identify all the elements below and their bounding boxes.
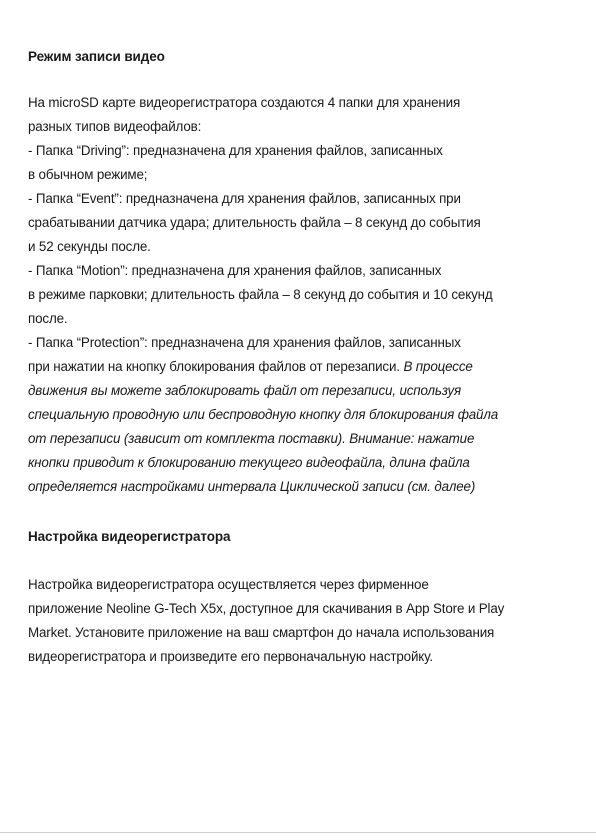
- paragraph-line-mixed: [28, 359, 473, 374]
- paragraph-line: видеорегистратора и произведите его первоначальную настройку.: [28, 649, 433, 664]
- italic-line: движения вы можете заблокировать файл от перезаписи, используя: [28, 383, 461, 398]
- plain-text: при нажатии на кнопку блокирования файлов от перезаписи.: [28, 359, 404, 374]
- italic-line: специальную проводную или беспроводную кнопку для блокирования файла: [28, 407, 499, 422]
- paragraph-line: приложение Neoline G-Tech X5x, доступное для скачивания в App Store и Play: [28, 601, 505, 616]
- paragraph-line: Market. Установите приложение на ваш смартфон до начала использования: [28, 625, 495, 640]
- italic-line: от перезаписи (зависит от комплекта поставки). Внимание: нажатие: [28, 431, 475, 446]
- paragraph-line: после.: [28, 311, 68, 326]
- italic-line: определяется настройками интервала Циклической записи (см. далее): [28, 479, 476, 494]
- list-item-motion: - Папка “Motion”: предназначена для хранения файлов, записанных: [28, 263, 442, 278]
- list-item-event: - Папка “Event”: предназначена для хранения файлов, записанных при: [28, 191, 461, 206]
- section-title-video-mode: Режим записи видео: [28, 49, 165, 64]
- page-bottom-divider: [0, 832, 596, 833]
- paragraph-line: разных типов видеофайлов:: [28, 119, 202, 134]
- italic-line: кнопки приводит к блокированию текущего видеофайла, длина файла: [28, 455, 470, 470]
- paragraph-line: и 52 секунды после.: [28, 239, 151, 254]
- italic-text: В процессе: [403, 359, 473, 374]
- paragraph-line: срабатывании датчика удара; длительность файла – 8 секунд до события: [28, 215, 481, 230]
- paragraph-line: в режиме парковки; длительность файла – 8 секунд до события и 10 секунд: [28, 287, 493, 302]
- list-item-protection: - Папка “Protection”: предназначена для хранения файлов, записанных: [28, 335, 461, 350]
- paragraph-line: в обычном режиме;: [28, 167, 148, 182]
- list-item-driving: - Папка “Driving”: предназначена для хранения файлов, записанных: [28, 143, 443, 158]
- paragraph-line: Настройка видеорегистратора осуществляется через фирменное: [28, 577, 429, 592]
- section-title-setup: Настройка видеорегистратора: [28, 529, 231, 544]
- paragraph-line: На microSD карте видеорегистратора создаются 4 папки для хранения: [28, 95, 461, 110]
